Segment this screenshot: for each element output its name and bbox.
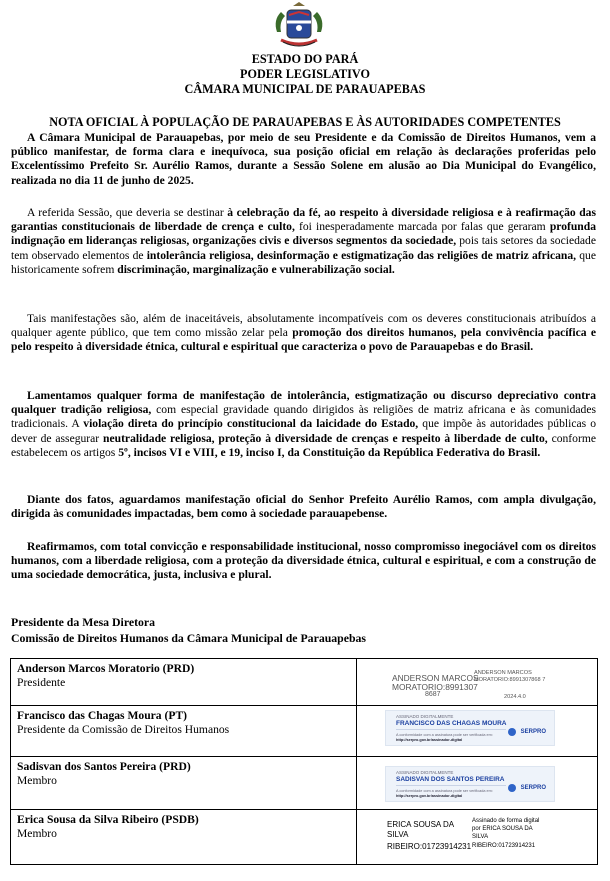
paragraph-run: Lamentamos qualquer forma de manifestação de intolerância, estigmatização ou discurso depreciativo contra qualquer tradição religiosa, — [11, 389, 596, 417]
paragraph-run: A Câmara Municipal de Parauapebas, por meio de seu Presidente e da Comissão de Direitos Humanos, vem a público manifestar, de forma clara e inequívoca, sua posição oficial em relação às declarações proferidas pelo Excelentíssimo Prefeito Sr. Aurélio Ramos, durante a Sessão Solene em alusão ao Dia Municipal do Evangélico, realizada no dia 11 de junho de 2025. — [11, 131, 596, 187]
stamp-text: SILVA — [472, 834, 489, 840]
signatory-row — [11, 810, 598, 865]
signature-header-2: Comissão de Direitos Humanos da Câmara Municipal de Parauapebas — [11, 631, 367, 645]
signatory-cell — [11, 706, 357, 757]
stamp-text: SADISVAN DOS SANTOS PEREIRA — [396, 776, 505, 783]
stamp-divider — [396, 729, 506, 730]
paragraph-run: intolerância religiosa, desinformação e estigmatização das religiões de matriz africana, — [146, 248, 577, 262]
signatory-role: Membro — [17, 827, 57, 840]
paragraph-run: discriminação, marginalização e vulnerabilização social. — [117, 262, 395, 276]
paragraph-run: com especial gravidade quando dirigidos às religiões de matriz africana e às comunidades tradicionais. A — [11, 403, 596, 431]
serpro-logo-icon — [508, 784, 516, 792]
stamp-text: A conformidade com a assinatura pode ser verificada em: — [396, 789, 493, 793]
signatory-role: Presidente — [17, 676, 66, 689]
note-title: NOTA OFICIAL À POPULAÇÃO DE PARAUAPEBAS E ÀS AUTORIDADES COMPETENTES — [49, 115, 561, 129]
digital-signature-erica — [357, 810, 598, 865]
stamp-text: RIBEIRO:01723914231 — [387, 842, 472, 851]
signatory-name: Sadisvan dos Santos Pereira (PRD) — [17, 760, 191, 773]
signatory-row — [11, 659, 598, 706]
paragraph-run: neutralidade religiosa, proteção à diversidade de crenças e respeito à liberdade de culto, — [103, 431, 548, 445]
gov-signature-stamp — [385, 710, 555, 746]
signatory-name: Francisco das Chagas Moura (PT) — [17, 709, 188, 722]
paragraph-2 — [11, 206, 596, 277]
stamp-text: A conformidade com a assinatura pode ser verificada em: — [396, 733, 493, 737]
paragraph-run: que historicamente sofrem — [11, 248, 596, 276]
signatory-role: Presidente da Comissão de Direitos Humanos — [17, 723, 230, 736]
stamp-text: ANDERSON MARCOS — [392, 673, 479, 683]
stamp-divider — [396, 785, 506, 786]
signature-table — [10, 658, 598, 865]
paragraph-run: Tais manifestações são, além de inaceitáveis, absolutamente incompatíveis com os deveres constitucionais atribuídos a qualquer agente público, que tem como missão zelar pela — [11, 312, 596, 340]
paragraph-run: profunda indignação em lideranças religiosas, organizações civis e diversos segmentos da sociedade, — [11, 220, 596, 248]
signatory-row — [11, 757, 598, 810]
paragraph-run: A referida Sessão, que deveria se destinar — [27, 206, 228, 219]
paragraph-run: à celebração da fé, ao respeito à diversidade religiosa e à reafirmação das garantias constitucionais de liberdade de crença e culto, — [11, 206, 596, 234]
stamp-text: SERPRO — [520, 785, 546, 791]
stamp-text: http://serpro.gov.br/assinador-digital — [396, 794, 463, 798]
stamp-text: SERPRO — [520, 729, 546, 735]
power-heading: PODER LEGISLATIVO — [240, 67, 370, 81]
stamp-text: RIBEIRO:01723914231 — [472, 843, 536, 849]
stamp-text: por ERICA SOUSA DA — [472, 826, 533, 832]
signatory-name: Anderson Marcos Moratorio (PRD) — [17, 662, 195, 675]
signatory-role: Membro — [17, 774, 57, 787]
digital-signature-sadisvan — [357, 757, 598, 810]
signatory-cell — [11, 757, 357, 810]
signatory-cell — [11, 810, 357, 865]
state-heading: ESTADO DO PARÁ — [251, 52, 359, 66]
coat-of-arms-icon — [267, 2, 331, 50]
paragraph-run: 5º, incisos VI e VIII, e 19, inciso I, da Constituição da República Federativa do Brasil. — [118, 445, 541, 459]
stamp-text: http://serpro.gov.br/assinador-digital — [396, 738, 463, 742]
stamp-text: SILVA — [387, 830, 409, 839]
paragraph-run: Reafirmamos, com total convicção e responsabilidade institucional, nosso compromisso inegociável com os direitos humanos, com a liberdade religiosa, com a proteção da diversidade étnica, cultural e espiritual, e com a construção de uma sociedade democrática, justa, inclusiva e plural. — [11, 540, 596, 582]
paragraph-5 — [11, 493, 596, 521]
paragraph-3 — [11, 312, 596, 355]
digital-signature-francisco — [357, 706, 598, 757]
chamber-heading: CÂMARA MUNICIPAL DE PARAUAPEBAS — [184, 82, 426, 96]
stamp-text: MORATORIO:8991307 — [392, 682, 478, 692]
stamp-text: 8687 — [425, 691, 441, 698]
paragraph-6 — [11, 540, 596, 583]
stamp-text: FRANCISCO DAS CHAGAS MOURA — [396, 720, 507, 727]
paragraph-run: violação direta do princípio constitucional da laicidade do Estado, — [83, 417, 419, 431]
stamp-text: ANDERSON MARCOS — [474, 670, 532, 676]
stamp-text: 2024.4.0 — [504, 694, 526, 700]
signatory-name: Erica Sousa da Silva Ribeiro (PSDB) — [17, 813, 199, 826]
stamp-text: MORATORIO:8991307868 7 — [474, 677, 546, 683]
stamp-text: ERICA SOUSA DA — [387, 820, 455, 829]
paragraph-run: conforme estabelecem os artigos — [11, 431, 596, 459]
digital-signature-anderson — [357, 659, 598, 706]
paragraph-1 — [11, 131, 596, 188]
stamp-text: Assinado de forma digital — [472, 818, 540, 824]
signatory-row — [11, 706, 598, 757]
gov-signature-stamp — [385, 766, 555, 802]
paragraph-run: Diante dos fatos, aguardamos manifestação oficial do Senhor Prefeito Aurélio Ramos, com ampla divulgação, dirigida às comunidades impactadas, bem como à sociedade parauapebense. — [11, 493, 596, 521]
paragraph-run: que impõe às autoridades públicas o dever de assegurar — [11, 417, 597, 445]
signature-header-1: Presidente da Mesa Diretora — [11, 615, 156, 629]
paragraph-4 — [11, 389, 596, 460]
paragraph-run: promoção dos direitos humanos, pela convivência pacífica e pelo respeito à diversidade étnica, cultural e espiritual que caracteriza o povo de Parauapebas e do Brasil. — [11, 326, 596, 354]
paragraph-run: foi inesperadamente marcada por falas que geraram — [294, 220, 550, 234]
stamp-text: ASSINADO DIGITALMENTE — [396, 714, 454, 719]
serpro-logo-icon — [508, 728, 516, 736]
paragraph-run: pois tais setores da sociedade tem observado elementos de — [11, 234, 596, 262]
stamp-text: ASSINADO DIGITALMENTE — [396, 770, 454, 775]
signatory-cell — [11, 659, 357, 706]
